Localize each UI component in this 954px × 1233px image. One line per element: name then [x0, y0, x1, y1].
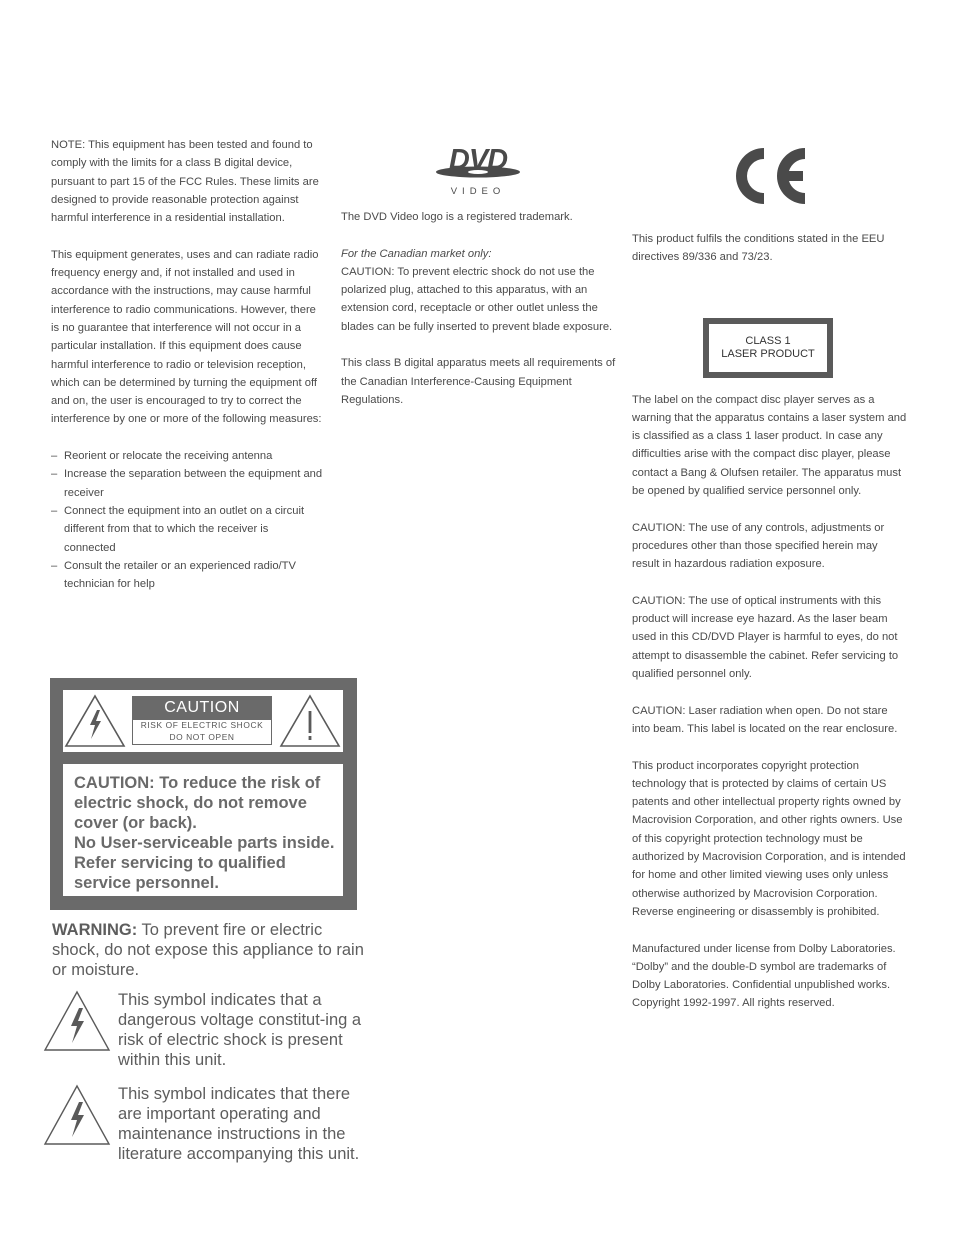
- caution-controls-paragraph: CAUTION: The use of any controls, adjustments or procedures other than those specified herein may result in hazardous radiation exposure.: [632, 521, 885, 571]
- caution-badge-line: RISK OF ELECTRIC SHOCK: [140, 720, 264, 730]
- fcc-measures-list: [51, 447, 323, 593]
- list-item: – Increase the separation between the equipment and receiver: [51, 465, 323, 502]
- dvd-trademark-paragraph: The DVD Video logo is a registered trademark.: [341, 211, 573, 223]
- lightning-triangle-icon: [43, 990, 111, 1052]
- warning-body: To prevent fire or electric shock, do not expose this appliance to rain or moisture.: [52, 921, 364, 979]
- caution-optical-paragraph: CAUTION: The use of optical instruments with this product will increase eye hazard. As the laser beam used in this CD/DVD Player is harmful to eyes, do not attempt to disassemble the cabinet. Refer servicing to qualified personnel only.: [632, 594, 899, 681]
- canadian-heading: For the Canadian market only:: [341, 247, 492, 260]
- caution-label-header: [63, 690, 343, 752]
- laser-info-column: [632, 230, 907, 1031]
- list-item: – Reorient or relocate the receiving antenna: [51, 447, 323, 465]
- caution-badge: [132, 696, 272, 745]
- canadian-caution-paragraph: CAUTION: To prevent electric shock do not use the polarized plug, attached to this apparatus, with an extension cord, receptacle or other outlet unless the blades can be fully inserted to prevent blade exposure.: [341, 265, 613, 333]
- dolby-paragraph: Manufactured under license from Dolby Laboratories. “Dolby” and the double-D symbol are trademarks of Dolby Laboratories. Confidential unpublished works. Copyright 1992-1997. All rights reserved.: [632, 942, 896, 1010]
- caution-main-line: CAUTION: To reduce the risk of electric shock, do not remove cover (or back).: [74, 774, 321, 832]
- caution-badge-title: CAUTION: [132, 696, 272, 720]
- caution-laser-paragraph: CAUTION: Laser radiation when open. Do not stare into beam. This label is located on the rear enclosure.: [632, 704, 898, 735]
- ce-mark-logo: [731, 143, 809, 209]
- list-item: – Consult the retailer or an experienced radio/TV technician for help: [51, 557, 323, 594]
- symbol-explanation: [43, 1084, 373, 1184]
- warning-label: WARNING:: [52, 921, 138, 939]
- symbol-description: This symbol indicates that there are important operating and maintenance instructions in the literature accompanying this unit.: [118, 1085, 360, 1163]
- fcc-notice-column: [51, 136, 323, 593]
- laser-label-line: LASER PRODUCT: [721, 348, 815, 360]
- list-item: – Connect the equipment into an outlet on a circuit different from that to which the receiver is connected: [51, 502, 323, 557]
- caution-badge-line: DO NOT OPEN: [169, 731, 235, 742]
- lightning-triangle-icon: [64, 694, 126, 748]
- caution-main-line: No User-serviceable parts inside. Refer servicing to qualified service personnel.: [74, 834, 335, 892]
- caution-label-box: [50, 678, 357, 910]
- dvd-logo-subtext: VIDEO: [450, 186, 506, 197]
- dvd-video-logo: [432, 140, 524, 198]
- exclamation-triangle-icon: [279, 694, 341, 748]
- dvd-logo-text: DVD: [448, 144, 508, 176]
- fcc-generates-paragraph: This equipment generates, uses and can radiate radio frequency energy and, if not installed and used in accordance with the instructions, may cause harmful interference to radio communications. However, there is no guarantee that interference will not occur in a particular installation. If this equipment does cause harmful interference to radio or television reception, which can be determined by turning the equipment off and on, the user is encouraged to try to correct the interference by one or more of the following measures:: [51, 248, 322, 426]
- lightning-triangle-icon: [43, 1084, 111, 1146]
- fcc-note-paragraph: NOTE: This equipment has been tested and found to comply with the limits for a class B digital device, pursuant to part 15 of the FCC Rules. These limits are designed to provide reasonable protection against harmful interference in a residential installation.: [51, 139, 319, 225]
- class-b-paragraph: This class B digital apparatus meets all requirements of the Canadian Interference-Causing Equipment Regulations.: [341, 357, 616, 406]
- caution-badge-subtext: [132, 720, 272, 745]
- laser-label-line: CLASS 1: [745, 335, 791, 347]
- macrovision-paragraph: This product incorporates copyright protection technology that is protected by claims of certain US patents and other intellectual property rights owned by Macrovision Corporation, and other rights owners. Use of this copyright protection technology must be authorized by Macrovision Corporation, and is intended for home and other limited viewing uses only unless otherwise authorized by Macrovision Corporation. Reverse engineering or disassembly is prohibited.: [632, 759, 906, 918]
- symbol-description: This symbol indicates that a dangerous voltage constitut-ing a risk of electric shock is present within this unit.: [118, 991, 362, 1069]
- eeu-paragraph: This product fulfils the conditions stated in the EEU directives 89/336 and 73/23.: [632, 233, 885, 264]
- caution-main-text: [63, 764, 343, 896]
- dvd-canadian-column: [341, 208, 616, 428]
- warning-text: [52, 920, 364, 980]
- symbol-explanation: [43, 990, 373, 1070]
- laser-label-paragraph: The label on the compact disc player serves as a warning that the apparatus contains a laser system and is classified as a class 1 laser product. In case any difficulties arise with the compact disc player, please contact a Bang & Olufsen retailer. The apparatus must be opened by qualified service personnel only.: [632, 393, 907, 498]
